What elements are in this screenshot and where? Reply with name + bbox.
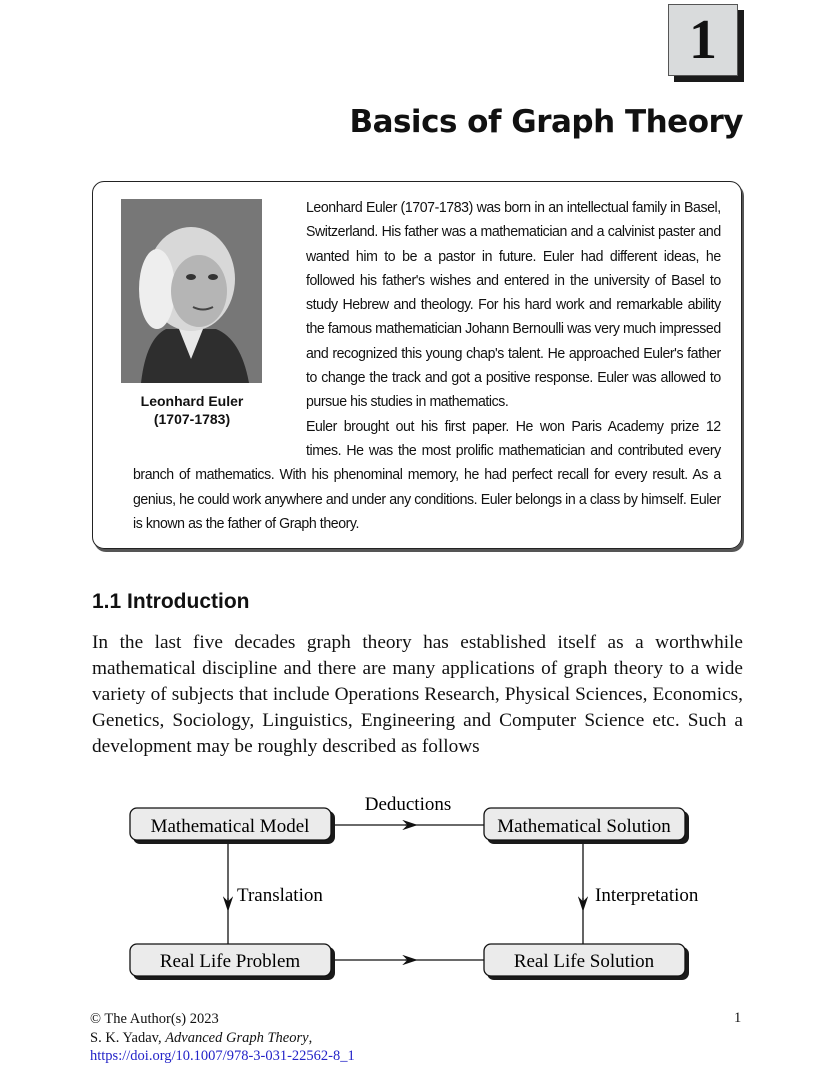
node-label: Real Life Problem [159,951,301,972]
node-mathematical-solution [484,808,689,844]
bio-paragraph-1: Leonhard Euler (1707-1783) was born in an intellectual family in Basel, Switzerland. His father was a mathematician and a calvinist paster and wanted him to be a pastor in future. Euler had different ideas, he followed his father's wishes and entered in the university of Basel to study Hebrew and theology. For his hard work and remarkable ability the famous mathematician Johann Bernoulli was very much impressed and recognized this young chap's talent. He approached Euler's father to change the track and got a positive response. Euler was allowed to pursue his studies in mathematics. [305,199,721,411]
label-translation: Translation [237,885,323,906]
page-number: 1 [734,1010,742,1026]
section-heading: 1.1 Introduction [92,590,250,613]
doi-link[interactable]: https://doi.org/10.1007/978-3-031-22562-8_1 [90,1048,355,1064]
label-deductions: Deductions [364,794,452,815]
portrait-years: (1707-1783) [153,411,231,427]
node-label: Real Life Solution [513,951,655,972]
bio-paragraph-2: Euler brought out his first paper. He won Paris Academy prize 12 times. He was the most prolific mathematician and contributed every branch of mathematics. With his phenominal memory, he had perfect recall for every result. As a genius, he could work anywhere and under any conditions. Euler belongs in a class by himself. Euler is known as the father of Graph theory. [133,417,721,532]
citation-comma: , [308,1029,313,1046]
node-real-life-problem [130,944,335,980]
modeling-diagram [0,780,825,990]
node-mathematical-model [130,808,335,844]
portrait-name: Leonhard Euler [140,393,244,409]
biography-text [133,196,721,536]
intro-paragraph: In the last five decades graph theory has established itself as a worthwhile mathematical discipline and there are many applications of graph theory to a wide variety of subjects that include Operations Research, Physical Sciences, Economics, Genetics, Sociology, Linguistics, Engineering and Computer Science etc. Such a development may be roughly described as follows [92,632,743,757]
citation-author: S. K. Yadav, [90,1029,166,1046]
chapter-title: Basics of Graph Theory [349,104,743,140]
biography-box [92,181,742,549]
chapter-number-box [668,4,738,76]
citation-book: Advanced Graph Theory [165,1029,309,1046]
node-label: Mathematical Model [150,816,310,837]
node-real-life-solution [484,944,689,980]
copyright: © The Author(s) 2023 [90,1011,219,1027]
label-interpretation: Interpretation [595,885,699,906]
footer [90,1010,355,1066]
citation [90,1029,355,1048]
node-label: Mathematical Solution [497,816,671,837]
chapter-number: 1 [689,9,717,71]
